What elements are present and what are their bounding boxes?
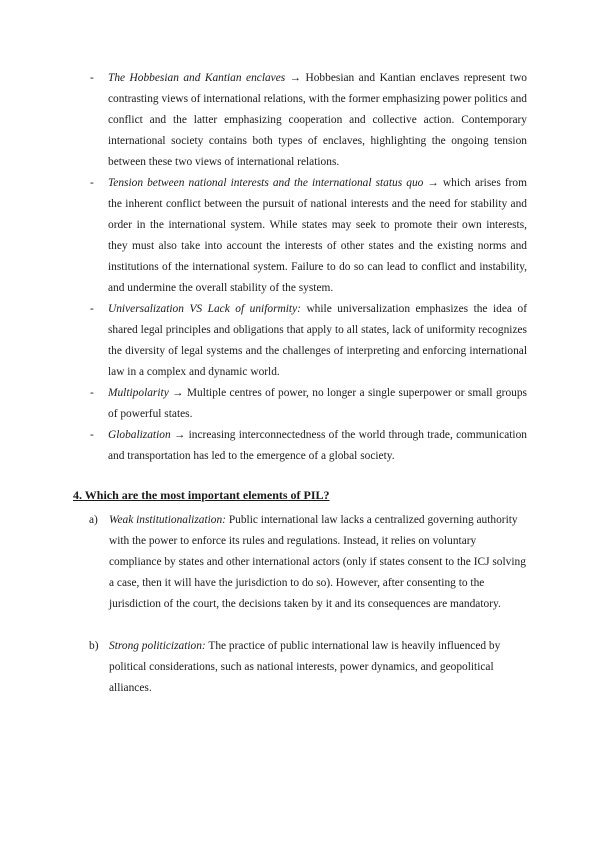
bullet-term: The Hobbesian and Kantian enclaves <box>108 72 286 84</box>
list-item <box>89 636 529 699</box>
bullet-term: Multipolarity <box>108 387 169 399</box>
bullet-term: Universalization VS Lack of uniformity: <box>108 303 301 315</box>
list-marker: b) <box>89 640 99 652</box>
bullet-text: while universalization emphasizes the idea of shared legal principles and obligations that apply to all states, lack of uniformity recognizes the diversity of legal systems and the challenges of interpreting and enforcing international law in a complex and dynamic world. <box>108 303 527 378</box>
bullet-dash: - <box>90 429 94 441</box>
item-term: Strong politicization: <box>109 640 206 652</box>
bullet-item <box>90 173 527 299</box>
item-text: The practice of public international law is heavily influenced by political considerations, such as national interests, power dynamics, and geopolitical alliances. <box>109 640 501 694</box>
bullet-text: which arises from the inherent conflict between the pursuit of national interests and the need for stability and order in the international system. While states may seek to promote their own interests, they must also take into account the interests of other states and the existing norms and institutions of the international system. Failure to do so can lead to conflict and instability, and undermine the overall stability of the system. <box>108 177 527 294</box>
bullet-dash: - <box>90 177 94 189</box>
bullet-separator: → <box>170 429 189 441</box>
bullet-item <box>90 299 527 383</box>
bullet-dash: - <box>90 72 94 84</box>
bullet-term: Tension between national interests and the international status quo <box>108 177 424 189</box>
bullet-item <box>90 68 527 173</box>
bullet-separator: → <box>168 387 187 399</box>
bullet-text: Multiple centres of power, no longer a single superpower or small groups of powerful states. <box>108 387 527 420</box>
bullet-item <box>90 383 527 425</box>
elements-list <box>89 510 529 699</box>
bullet-text: increasing interconnectedness of the world through trade, communication and transportation has led to the emergence of a global society. <box>108 429 527 462</box>
bullet-separator: → <box>423 177 443 189</box>
bullet-dash: - <box>90 387 94 399</box>
bullet-item <box>90 425 527 467</box>
bullet-dash: - <box>90 303 94 315</box>
list-item <box>89 510 529 615</box>
bullet-list <box>90 68 527 467</box>
bullet-term: Globalization <box>108 429 171 441</box>
item-text: Public international law lacks a centralized governing authority with the power to enforce its rules and regulations. Instead, it relies on voluntary compliance by states and other international actors (only if states consent to the ICJ solving a case, then it will have the jurisdiction to do so). However, after consenting to the jurisdiction of the court, the decisions taken by it and its consequences are mandatory. <box>109 514 526 610</box>
item-term: Weak institutionalization: <box>109 514 226 526</box>
question-heading: 4. Which are the most important elements of PIL? <box>73 488 330 502</box>
bullet-text: Hobbesian and Kantian enclaves represent two contrasting views of international relations, with the former emphasizing power politics and conflict and the latter emphasizing cooperation and collective action. Contemporary international society contains both types of enclaves, highlighting the ongoing tension between these two views of international relations. <box>108 72 527 168</box>
bullet-separator: → <box>285 72 306 84</box>
list-marker: a) <box>89 514 98 526</box>
